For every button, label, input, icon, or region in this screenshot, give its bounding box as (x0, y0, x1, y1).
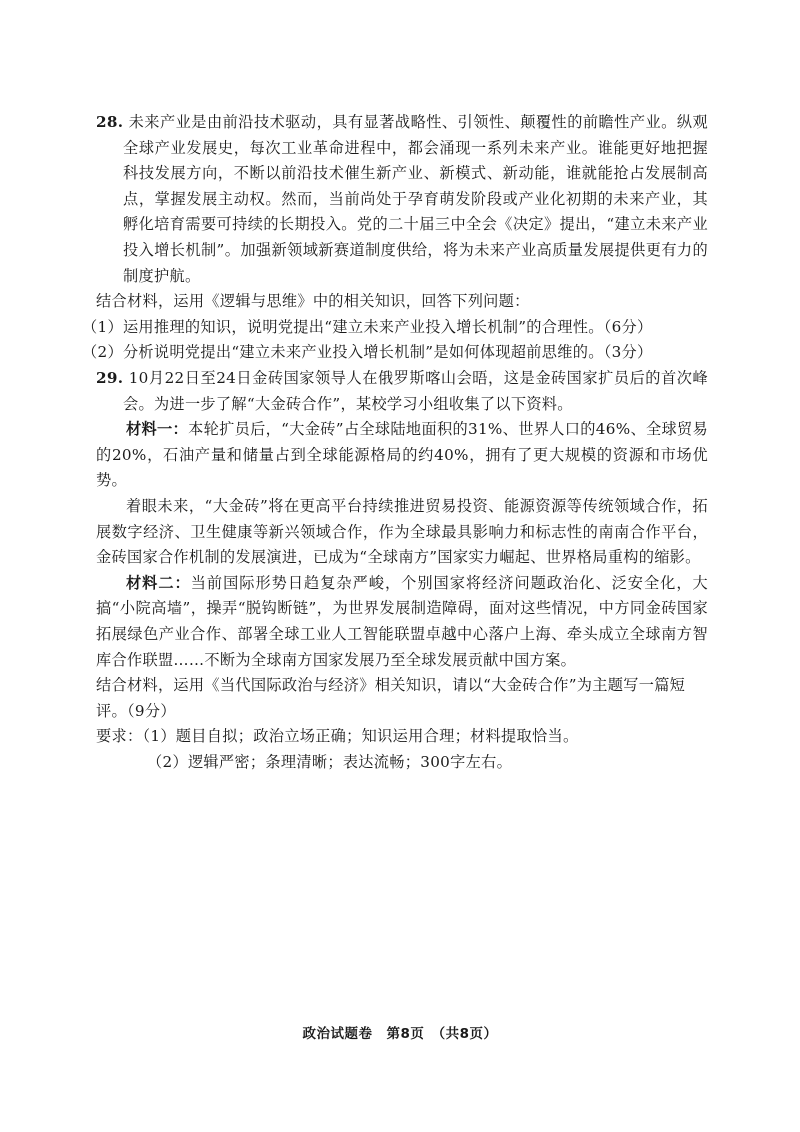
requirement-2: （2）逻辑严密；条理清晰；表达流畅；300字左右。 (147, 752, 513, 771)
material-2-label: 材料二： (126, 573, 191, 592)
question-29-stem (96, 366, 708, 417)
material-2-paragraph (96, 571, 708, 673)
question-28-sub1: （1）运用推理的知识，说明党提出“建立未来产业投入增长机制”的合理性。（6分） (82, 317, 653, 336)
material-1-paragraph-1 (96, 417, 708, 494)
question-28-text: 未来产业是由前沿技术驱动，具有显著战略性、引领性、颠覆性的前瞻性产业。纵观全球产业发展史，每次工业革命进程中，都会涌现一系列未来产业。谁能更好地把握科技发展方向，不断以前沿技术催生新产业、新模式、新动能，谁就能抢占发展制高点，掌握发展主动权。然而，当前尚处于孕育萌发阶段或产业化初期的未来产业，其孵化培育需要可持续的长期投入。党的二十届三中全会《决定》提出，“建立未来产业投入增长机制”。加强新领域新赛道制度供给，将为未来产业高质量发展提供更有力的制度护航。 (123, 113, 708, 285)
question-28 (82, 110, 708, 366)
material-1-label: 材料一： (126, 420, 189, 439)
question-29-text: 10月22日至24日金砖国家领导人在俄罗斯喀山会晤，这是金砖国家扩员后的首次峰会。为进一步了解“大金砖合作”，某校学习小组收集了以下资料。 (123, 369, 708, 413)
page-footer: 政治试题卷 第8页 （共8页） (302, 1026, 498, 1042)
question-28-stem (96, 110, 708, 289)
question-28-task: 结合材料，运用《逻辑与思维》中的相关知识，回答下列问题： (96, 292, 530, 311)
question-29 (96, 366, 708, 776)
material-1-paragraph-2: 着眼未来，“大金砖”将在更高平台持续推进贸易投资、能源资源等传统领域合作，拓展数字经济、卫生健康等新兴领域合作，作为全球最具影响力和标志性的南南合作平台，金砖国家合作机制的发展演进，已成为“全球南方”国家实力崛起、世界格局重构的缩影。 (96, 496, 708, 567)
material-2-text: 当前国际形势日趋复杂严峻，个别国家将经济问题政治化、泛安全化，大搞“小院高墙”，操弄“脱钩断链”，为世界发展制造障碍，面对这些情况，中方同金砖国家拓展绿色产业合作、部署全球工业人工智能联盟卓越中心落户上海、牵头成立全球南方智库合作联盟……不断为全球南方国家发展乃至全球发展贡献中国方案。 (96, 573, 708, 669)
requirement-1: 要求：（1）题目自拟；政治立场正确；知识运用合理；材料提取恰当。 (96, 727, 579, 746)
question-28-number: 28. (96, 113, 124, 131)
question-28-sub2: （2）分析说明党提出“建立未来产业投入增长机制”是如何体现超前思维的。（3分） (82, 343, 653, 362)
question-29-task: 结合材料，运用《当代国际政治与经济》相关知识，请以“大金砖合作”为主题写一篇短评。（9分） (96, 676, 686, 720)
question-29-number: 29. (96, 369, 124, 387)
material-1-text-1: 本轮扩员后，“大金砖”占全球陆地面积的31%、世界人口的46%、全球贸易的20%，石油产量和储量占到全球能源格局的约40%，拥有了更大规模的资源和市场优势。 (96, 420, 708, 490)
